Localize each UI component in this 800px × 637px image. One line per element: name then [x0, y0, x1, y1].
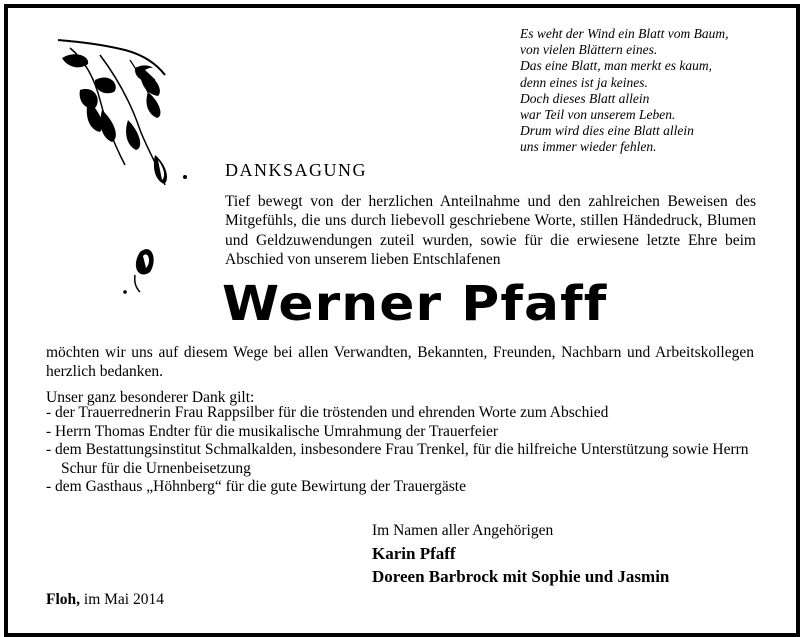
list-item: - dem Gasthaus „Höhnberg“ für die gute Bewirtung der Trauergäste	[46, 478, 466, 496]
special-thanks-list	[46, 404, 766, 497]
place: Floh,	[46, 591, 81, 608]
poem-line: Es weht der Wind ein Blatt vom Baum,	[520, 26, 729, 41]
poem-line: Doch dieses Blatt allein	[520, 90, 650, 106]
list-item: - Herrn Thomas Endter für die musikalische Umrahmung der Trauerfeier	[46, 422, 499, 440]
signer-name: Karin Pfaff	[372, 544, 456, 563]
page-title: DANKSAGUNG	[225, 160, 368, 180]
poem-line: Drum wird dies eine Blatt allein	[520, 123, 694, 139]
place-date	[46, 591, 164, 609]
date: im Mai 2014	[80, 591, 164, 608]
poem	[520, 26, 780, 156]
poem-line: war Teil von unserem Leben.	[520, 107, 676, 123]
signer-name: Doreen Barbrock mit Sophie und Jasmin	[372, 567, 670, 586]
poem-line: denn eines ist ja keines.	[520, 74, 648, 90]
poem-line: uns immer wieder fehlen.	[520, 139, 657, 155]
list-item: - dem Bestattungsinstitut Schmalkalden, insbesondere Frau Trenkel, für die hilfreiche Unterstützung sowie Herrn Schur für die Urnenbeisetzung	[46, 441, 749, 477]
birch-branch-illustration	[40, 30, 215, 305]
signature-intro: Im Namen aller Angehörigen	[372, 522, 554, 539]
special-thanks-heading: Unser ganz besonderer Dank gilt:	[46, 389, 255, 406]
thanks-paragraph: möchten wir uns auf diesem Wege bei allen Verwandten, Bekannten, Freunden, Nachbarn und Arbeitskollegen herzlich bedanken.	[46, 344, 754, 380]
deceased-name: Werner Pfaff	[222, 276, 608, 332]
list-item: - der Trauerrednerin Frau Rappsilber für die tröstenden und ehrenden Worte zum Abschied	[46, 404, 609, 421]
poem-line: Das eine Blatt, man merkt es kaum,	[520, 58, 712, 74]
poem-line: von vielen Blättern eines.	[520, 42, 658, 58]
intro-paragraph: Tief bewegt von der herzlichen Anteilnahme und den zahlreichen Beweisen des Mitgefühls, die uns durch liebevoll geschriebene Worte, stillen Händedruck, Blumen und Geldzuwendungen zuteil wurden, sowie für die erwiesene letzte Ehre beim Abschied von unserem lieben Entschlafenen	[225, 193, 756, 269]
